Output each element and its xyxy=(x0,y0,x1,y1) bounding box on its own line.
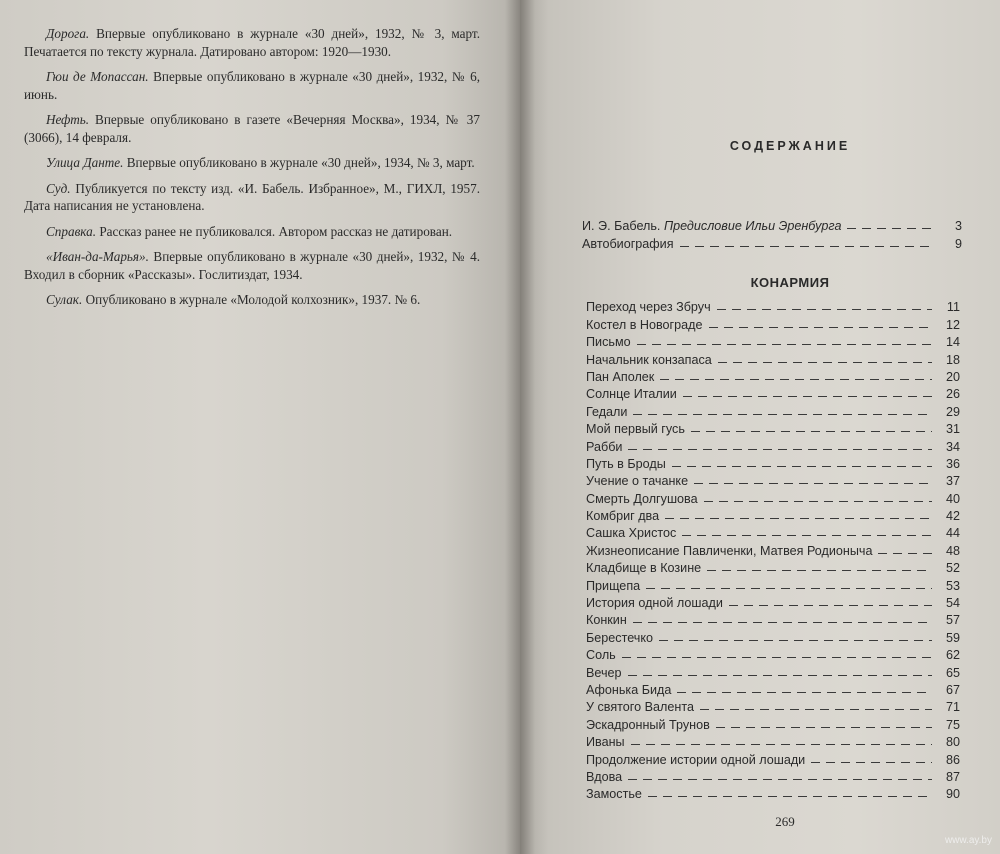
toc-page-number: 65 xyxy=(945,665,960,680)
toc-page-number: 14 xyxy=(945,335,960,350)
toc-row xyxy=(586,541,960,558)
toc-row xyxy=(586,298,960,315)
toc-row xyxy=(586,628,960,645)
toc-row xyxy=(586,437,960,454)
toc-row xyxy=(586,715,960,732)
note-title: Суд. xyxy=(46,180,71,196)
toc-row xyxy=(586,402,960,419)
note-item xyxy=(24,180,480,215)
toc-author: И. Э. Бабель. xyxy=(582,219,661,234)
toc-page-number: 26 xyxy=(945,387,960,402)
toc-page-number: 9 xyxy=(954,236,962,251)
dot-leader xyxy=(628,779,932,780)
toc-row xyxy=(586,611,960,628)
toc-row xyxy=(582,217,962,234)
toc-items-list xyxy=(586,298,960,802)
dot-leader xyxy=(700,709,932,710)
toc-page-number: 37 xyxy=(945,474,960,489)
dot-leader xyxy=(709,327,933,328)
toc-entry-title: История одной лошади xyxy=(586,596,723,611)
toc-entry-title: Путь в Броды xyxy=(586,456,666,471)
dot-leader xyxy=(707,570,932,571)
dot-leader xyxy=(847,228,934,229)
toc-entry-title: Вечер xyxy=(586,665,622,680)
notes-list xyxy=(24,25,480,317)
toc-row xyxy=(586,785,960,802)
toc-page-number: 59 xyxy=(945,630,960,645)
toc-row xyxy=(586,420,960,437)
toc-entry-title: Соль xyxy=(586,648,616,663)
dot-leader xyxy=(704,501,932,502)
toc-row xyxy=(586,385,960,402)
toc-page-number: 29 xyxy=(945,404,960,419)
toc-page-number: 12 xyxy=(945,317,960,332)
toc-entry-title: Конкин xyxy=(586,613,627,628)
toc-entry-title: Переход через Збруч xyxy=(586,300,711,315)
toc-row xyxy=(586,594,960,611)
toc-row xyxy=(586,698,960,715)
toc-entry-title: Рабби xyxy=(586,439,623,454)
toc-entry-title xyxy=(582,218,845,234)
dot-leader xyxy=(682,535,932,536)
toc-section-heading: КОНАРМИЯ xyxy=(750,275,830,290)
toc-front-matter xyxy=(582,217,962,252)
dot-leader xyxy=(683,396,932,397)
toc-page-number: 36 xyxy=(945,456,960,471)
toc-row xyxy=(586,750,960,767)
toc-row xyxy=(586,768,960,785)
toc-row xyxy=(586,368,960,385)
toc-entry-title: Берестечко xyxy=(586,630,654,645)
toc-page-number: 80 xyxy=(945,735,960,750)
toc-row xyxy=(586,559,960,576)
toc-page-number: 11 xyxy=(946,300,960,315)
note-title: Справка. xyxy=(46,223,97,239)
dot-leader xyxy=(665,518,932,519)
toc-entry-title: Учение о тачанке xyxy=(586,474,689,489)
note-item xyxy=(24,111,480,146)
toc-row xyxy=(586,524,960,541)
toc-entry-title: Пан Аполек xyxy=(586,369,655,384)
note-item xyxy=(24,223,480,241)
note-text: Впервые опубликовано в журнале «30 дней», 1932, № 3, март. Печатается по тексту журнала. Датировано автором: 1920—1930. xyxy=(24,26,480,59)
toc-page-number: 75 xyxy=(945,717,960,732)
toc-page-number: 34 xyxy=(945,439,960,454)
note-item xyxy=(24,248,480,283)
toc-row xyxy=(582,234,962,251)
toc-row xyxy=(586,315,960,332)
note-title: Сулак. xyxy=(46,292,83,307)
toc-entry-title: Гедали xyxy=(586,404,628,419)
dot-leader xyxy=(729,605,932,606)
dot-leader xyxy=(631,744,932,745)
note-title: Дорога. xyxy=(46,26,90,41)
dot-leader xyxy=(660,379,932,380)
toc-page-number: 54 xyxy=(945,596,960,611)
page-number: 269 xyxy=(775,814,795,829)
toc-row xyxy=(586,472,960,489)
note-item xyxy=(24,154,480,172)
note-title: «Иван-да-Марья». xyxy=(46,249,149,264)
note-text: Публикуется по тексту изд. «И. Бабель. Избранное», М., ГИХЛ, 1957. Дата написания не установлена. xyxy=(24,180,480,213)
note-text: Рассказ ранее не публиковался. Автором рассказ не датирован. xyxy=(99,223,453,239)
toc-page-number: 40 xyxy=(945,491,960,506)
dot-leader xyxy=(691,431,932,432)
dot-leader xyxy=(633,414,932,415)
dot-leader xyxy=(680,246,934,247)
toc-entry-title: Мой первый гусь xyxy=(586,422,685,437)
toc-page-number: 20 xyxy=(945,369,960,384)
toc-row xyxy=(586,733,960,750)
toc-page-number: 44 xyxy=(945,526,960,541)
toc-entry-title: Прищепа xyxy=(586,578,641,593)
toc-row xyxy=(586,350,960,367)
note-item xyxy=(24,291,480,309)
note-item xyxy=(24,25,480,60)
note-item xyxy=(24,68,480,103)
note-text: Опубликовано в журнале «Молодой колхозник», 1937. № 6. xyxy=(85,292,421,307)
dot-leader xyxy=(628,675,932,676)
dot-leader xyxy=(622,657,932,658)
toc-row xyxy=(586,507,960,524)
toc-page-number: 67 xyxy=(945,682,960,697)
toc-page-number: 52 xyxy=(945,561,960,576)
note-text: Впервые опубликовано в журнале «30 дней», 1934, № 3, март. xyxy=(126,155,475,170)
toc-entry-title: Продолжение истории одной лошади xyxy=(586,752,806,767)
toc-row xyxy=(586,455,960,472)
note-text: Впервые опубликовано в газете «Вечерняя Москва», 1934, № 37 (3066), 14 февраля. xyxy=(24,112,480,145)
dot-leader xyxy=(717,309,932,310)
note-title: Гюи де Мопассан. xyxy=(46,69,149,84)
dot-leader xyxy=(811,762,932,763)
toc-page-number: 42 xyxy=(945,509,960,524)
toc-entry-title: Костел в Новограде xyxy=(586,317,703,332)
toc-page-number: 87 xyxy=(945,769,960,784)
toc-entry-title: Вдова xyxy=(586,769,623,784)
toc-page-number: 71 xyxy=(945,700,960,715)
dot-leader xyxy=(878,553,932,554)
dot-leader xyxy=(633,622,932,623)
toc-page-number: 62 xyxy=(945,648,960,663)
toc-entry-title: Смерть Долгушова xyxy=(586,491,698,506)
toc-page-number: 90 xyxy=(945,787,960,802)
note-text: Впервые опубликовано в журнале «30 дней», 1932, № 4. Входил в сборник «Рассказы». Гослитиздат, 1934. xyxy=(24,249,481,282)
dot-leader xyxy=(677,692,932,693)
toc-page-number: 86 xyxy=(945,752,960,767)
toc-row xyxy=(586,576,960,593)
toc-entry-title: Солнце Италии xyxy=(586,387,677,402)
toc-entry-title: Иваны xyxy=(586,735,625,750)
dot-leader xyxy=(646,588,932,589)
dot-leader xyxy=(694,483,932,484)
toc-entry-title: У святого Валента xyxy=(586,700,694,715)
toc-page-number: 57 xyxy=(945,613,960,628)
dot-leader xyxy=(637,344,932,345)
toc-entry-title: Эскадронный Трунов xyxy=(586,717,710,732)
toc-entry-italic: Предисловие Ильи Эренбурга xyxy=(663,219,842,234)
toc-entry-title: Замостье xyxy=(586,787,642,802)
toc-entry-title: Автобиография xyxy=(582,236,674,251)
toc-page-number: 53 xyxy=(945,578,960,593)
toc-page-number: 48 xyxy=(945,543,960,558)
right-page xyxy=(520,0,1000,854)
dot-leader xyxy=(718,362,932,363)
note-title: Нефть. xyxy=(46,112,90,127)
toc-row xyxy=(586,663,960,680)
toc-title: СОДЕРЖАНИЕ xyxy=(729,139,851,153)
toc-row xyxy=(586,681,960,698)
watermark-text: www.ay.by xyxy=(944,835,992,846)
dot-leader xyxy=(672,466,932,467)
toc-entry-title: Кладбище в Козине xyxy=(586,561,702,576)
toc-entry-title: Сашка Христос xyxy=(586,526,677,541)
dot-leader xyxy=(648,796,932,797)
toc-page-number: 31 xyxy=(945,422,960,437)
toc-entry-title: Афонька Бида xyxy=(586,682,672,697)
note-text: Впервые опубликовано в журнале «30 дней», 1932, № 6, июнь. xyxy=(24,69,480,102)
toc-page-number: 3 xyxy=(954,219,962,234)
toc-row xyxy=(586,333,960,350)
note-title: Улица Данте. xyxy=(46,155,124,170)
toc-row xyxy=(586,489,960,506)
toc-entry-title: Начальник конзапаса xyxy=(586,352,712,367)
toc-page-number: 18 xyxy=(945,352,960,367)
toc-entry-title: Жизнеописание Павличенки, Матвея Родионыча xyxy=(586,543,873,558)
dot-leader xyxy=(659,640,932,641)
toc-entry-title: Комбриг два xyxy=(586,509,660,524)
toc-row xyxy=(586,646,960,663)
dot-leader xyxy=(628,449,932,450)
toc-entry-title: Письмо xyxy=(586,335,631,350)
dot-leader xyxy=(716,727,932,728)
